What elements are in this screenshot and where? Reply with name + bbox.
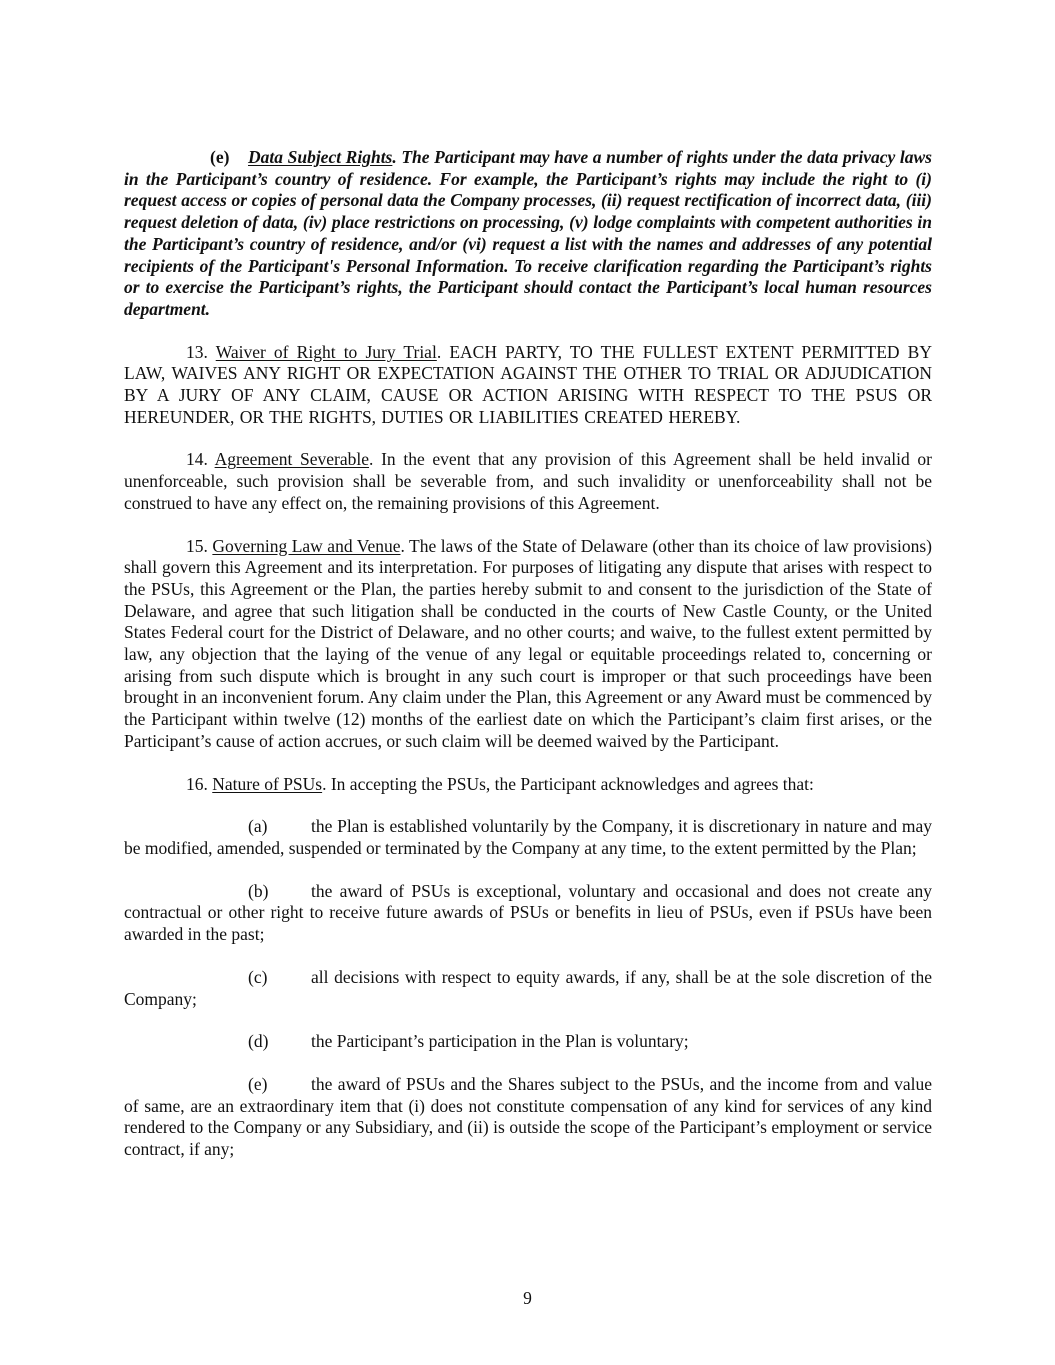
list-item-e xyxy=(124,1074,932,1161)
section-14-severability xyxy=(124,449,932,514)
list-item-e-label: (e) xyxy=(248,1073,268,1094)
list-item-c-text: all decisions with respect to equity awards, if any, shall be at the sole discretion of the Company; xyxy=(124,966,932,1009)
section-16-number: 16. xyxy=(186,773,213,794)
section-14-text: . In the event that any provision of this Agreement shall be held invalid or unenforceable, such provision shall be severable from, and such invalidity or unenforceability shall not be construed to have any effect on, the remaining provisions of this Agreement. xyxy=(124,449,932,513)
list-item-d-label: (d) xyxy=(248,1031,269,1052)
list-item-d xyxy=(124,1031,932,1053)
list-item-c-label: (c) xyxy=(248,966,268,987)
list-item-e-text: the award of PSUs and the Shares subject to the PSUs, and the income from and value of same, are an extraordinary item that (i) does not constitute compensation of any kind for services of any kind rendered to the Company or any Subsidiary, and (ii) is outside the scope of the Participant’s employment or service contract, if any; xyxy=(124,1073,932,1160)
section-15-heading: Governing Law and Venue xyxy=(212,535,401,556)
section-14-number: 14. xyxy=(186,449,215,470)
section-13-heading: Waiver of Right to Jury Trial xyxy=(215,341,437,362)
list-item-a-text: the Plan is established voluntarily by the Company, it is discretionary in nature and may be modified, amended, suspended or terminated by the Company at any time, to the extent permitted by the Plan; xyxy=(124,816,932,858)
section-13-jury-waiver xyxy=(124,342,932,429)
list-item-c xyxy=(124,967,932,1010)
section-e-text: . The Participant may have a number of rights under the data privacy laws in the Participant’s country of residence. For example, the Participant’s rights may include the right to (i) request access or copies of personal data the Company processes, (ii) request rectification of incorrect data, (iii) request deletion of data, (iv) place restrictions on processing, (v) lodge complaints with competent authorities in the Participant’s country of residence, and/or (vi) request a list with the names and addresses of any potential recipients of the Participant's Personal Information. To receive clarification regarding the Participant’s rights or to exercise the Participant’s rights, the Participant should contact the Participant’s local human resources department. xyxy=(124,147,932,319)
section-e-label: (e) xyxy=(210,147,230,167)
list-item-a xyxy=(124,816,932,859)
page-content xyxy=(124,147,932,1182)
section-e-data-subject-rights xyxy=(124,147,932,321)
section-16-heading: Nature of PSUs xyxy=(212,773,323,794)
section-15-text: . The laws of the State of Delaware (other than its choice of law provisions) shall govern this Agreement and its interpretation. For purposes of litigating any dispute that arises with respect to the PSUs, this Agreement or the Plan, the parties hereby submit to and consent to the jurisdiction of the State of Delaware, and agree that such litigation shall be conducted in the courts of New Castle County, or the United States Federal court for the District of Delaware, and no other courts; and waive, to the fullest extent permitted by law, any objection that the laying of the venue of any legal or equitable proceedings related to, concerning or arising from such dispute which is brought in any such court is improper or that such proceedings have been brought in an inconvenient forum. Any claim under the Plan, this Agreement or any Award must be commenced by the Participant within twelve (12) months of the earliest date on which the Participant’s claim first arises, or the Participant’s cause of action accrues, or such claim will be deemed waived by the Participant. xyxy=(124,535,932,751)
section-16-nature-of-psus xyxy=(124,774,932,796)
section-e-heading: Data Subject Rights xyxy=(248,147,393,167)
list-item-b-label: (b) xyxy=(248,880,269,901)
section-14-heading: Agreement Severable xyxy=(214,449,370,470)
section-15-governing-law xyxy=(124,536,932,753)
section-16-text: . In accepting the PSUs, the Participant acknowledges and agrees that: xyxy=(322,773,814,794)
list-item-b xyxy=(124,881,932,946)
section-15-number: 15. xyxy=(186,535,213,556)
list-item-a-label: (a) xyxy=(248,816,268,837)
page-number: 9 xyxy=(523,1288,532,1308)
section-13-text: . EACH PARTY, TO THE FULLEST EXTENT PERMITTED BY LAW, WAIVES ANY RIGHT OR EXPECTATION AGAINST THE OTHER TO TRIAL OR ADJUDICATION BY A JURY OF ANY CLAIM, CAUSE OR ACTION ARISING WITH RESPECT TO THE PSUS OR HEREUNDER, OR THE RIGHTS, DUTIES OR LIABILITIES CREATED HEREBY. xyxy=(124,341,932,427)
list-item-b-text: the award of PSUs is exceptional, voluntary and occasional and does not create any contractual or other right to receive future awards of PSUs or benefits in lieu of PSUs, even if PSUs have been awarded in the past; xyxy=(124,880,932,945)
section-13-number: 13. xyxy=(186,341,216,362)
list-item-d-text: the Participant’s participation in the Plan is voluntary; xyxy=(311,1031,689,1052)
